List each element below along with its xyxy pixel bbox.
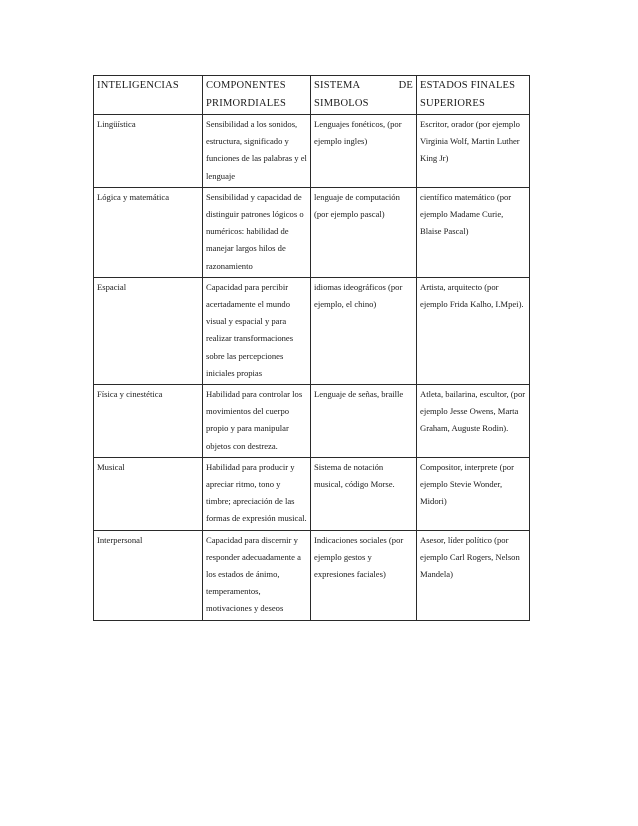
- cell-simbolos: Lenguaje de señas, braille: [311, 385, 417, 458]
- header-estados-line1: ESTADOS FINALES: [420, 80, 516, 91]
- header-inteligencias: [94, 76, 203, 115]
- table-row: [94, 277, 530, 384]
- header-sistema-simbolos: [311, 76, 417, 115]
- cell-estados: Artista, arquitecto (por ejemplo Frida Kalho, I.Mpei).: [417, 277, 530, 384]
- header-sistema-line1: [314, 77, 413, 95]
- document-page: [93, 75, 529, 621]
- cell-simbolos: Indicaciones sociales (por ejemplo gestos y expresiones faciales): [311, 530, 417, 620]
- cell-inteligencia: Musical: [94, 457, 203, 530]
- table-row: [94, 530, 530, 620]
- cell-simbolos: Lenguajes fonéticos, (por ejemplo ingles): [311, 115, 417, 188]
- cell-componentes: Sensibilidad y capacidad de distinguir patrones lógicos o numéricos: habilidad de manejar largos hilos de razonamiento: [203, 187, 311, 277]
- header-estados-line2: SUPERIORES: [420, 98, 486, 109]
- cell-componentes: Capacidad para discernir y responder adecuadamente a los estados de ánimo, temperamentos, motivaciones y deseos: [203, 530, 311, 620]
- header-componentes-line1: COMPONENTES: [206, 80, 286, 91]
- intelligences-table: [93, 75, 530, 621]
- cell-inteligencia: Lógica y matemática: [94, 187, 203, 277]
- header-inteligencias-text: INTELIGENCIAS: [97, 80, 179, 91]
- header-sistema-word: SISTEMA: [314, 80, 361, 91]
- cell-estados: Asesor, líder político (por ejemplo Carl Rogers, Nelson Mandela): [417, 530, 530, 620]
- table-row: [94, 187, 530, 277]
- cell-componentes: Sensibilidad a los sonidos, estructura, significado y funciones de las palabras y el lenguaje: [203, 115, 311, 188]
- table-row: [94, 385, 530, 458]
- cell-inteligencia: Lingüística: [94, 115, 203, 188]
- cell-componentes: Habilidad para controlar los movimientos del cuerpo propio y para manipular objetos con destreza.: [203, 385, 311, 458]
- header-sistema-line2: SIMBOLOS: [314, 98, 369, 109]
- cell-estados: científico matemático (por ejemplo Madame Curie, Blaise Pascal): [417, 187, 530, 277]
- cell-componentes: Habilidad para producir y apreciar ritmo, tono y timbre; apreciación de las formas de expresión musical.: [203, 457, 311, 530]
- header-estados-finales: [417, 76, 530, 115]
- cell-componentes: Capacidad para percibir acertadamente el mundo visual y espacial y para realizar transformaciones sobre las percepciones iniciales propias: [203, 277, 311, 384]
- cell-simbolos: lenguaje de computación (por ejemplo pascal): [311, 187, 417, 277]
- cell-simbolos: idiomas ideográficos (por ejemplo, el chino): [311, 277, 417, 384]
- header-componentes: [203, 76, 311, 115]
- table-header-row: [94, 76, 530, 115]
- cell-inteligencia: Interpersonal: [94, 530, 203, 620]
- header-componentes-line2: PRIMORDIALES: [206, 98, 286, 109]
- cell-estados: Atleta, bailarina, escultor, (por ejemplo Jesse Owens, Marta Graham, Auguste Rodin).: [417, 385, 530, 458]
- table-row: [94, 115, 530, 188]
- table-row: [94, 457, 530, 530]
- header-de-word: DE: [398, 80, 413, 91]
- cell-simbolos: Sistema de notación musical, código Morse.: [311, 457, 417, 530]
- cell-estados: Compositor, interprete (por ejemplo Stevie Wonder, Midori): [417, 457, 530, 530]
- cell-estados: Escritor, orador (por ejemplo Virginia Wolf, Martin Luther King Jr): [417, 115, 530, 188]
- cell-inteligencia: Física y cinestética: [94, 385, 203, 458]
- cell-inteligencia: Espacial: [94, 277, 203, 384]
